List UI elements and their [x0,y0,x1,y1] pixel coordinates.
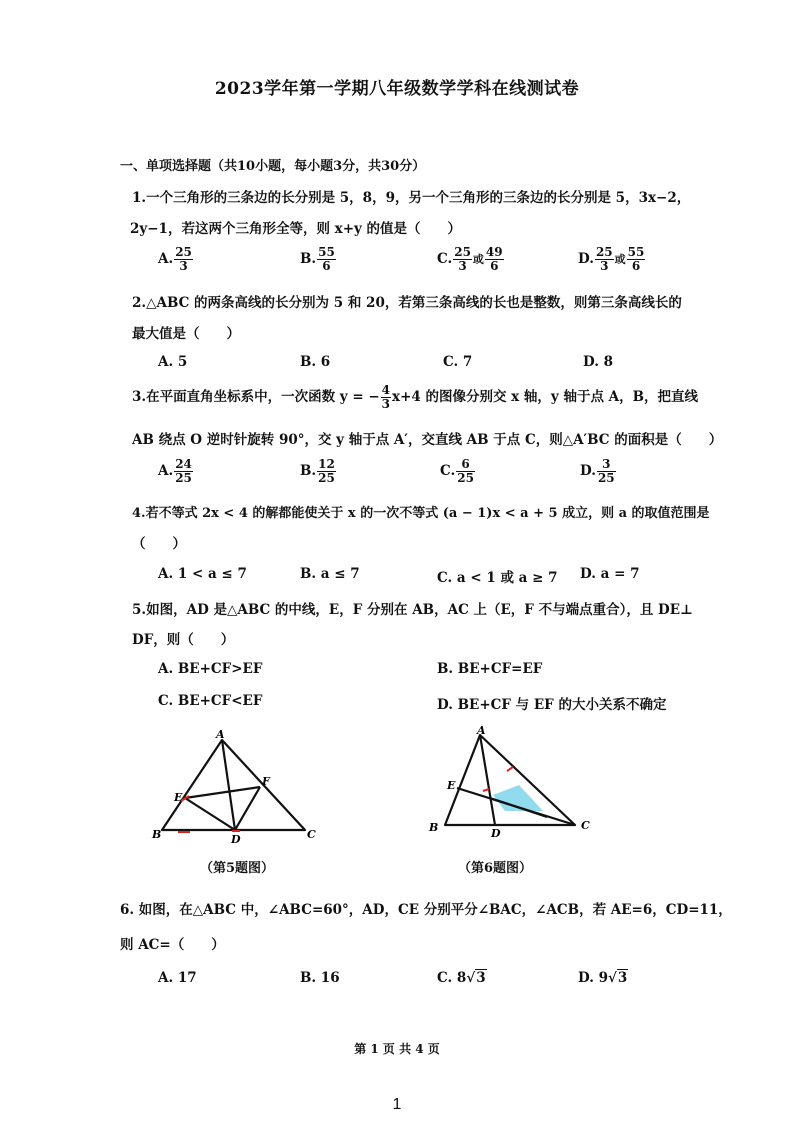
fig6-label-b: B [429,821,439,834]
fig5-label-a: A [216,730,225,741]
fig5-segment-df [235,787,260,830]
fig6-label-e: E [447,779,456,792]
q6-option-a: A. 17 [158,970,197,986]
q4-option-d: D. a = 7 [580,566,640,582]
q2-option-a: A. 5 [158,354,188,370]
page-title: 2023学年第一学期八年级数学学科在线测试卷 [214,79,580,99]
q6-option-d: D. 9√3 [578,970,628,986]
q1-stem-line1: 1.一个三角形的三条边的长分别是 5，8，9，另一个三角形的三条边的长分别是 5，3x−2， [132,190,691,206]
page-footer: 第 1 页 共 4 页 [354,1042,440,1056]
q2-stem-line2: 最大值是（ ） [132,326,240,342]
fig6-label-d: D [491,827,501,840]
q5-option-c: C. BE+CF<EF [158,693,263,709]
section-heading: 一、单项选择题（共10小题，每小题3分，共30分） [120,159,426,174]
q6-option-b: B. 16 [300,970,340,986]
q4-option-b: B. a ≤ 7 [300,566,360,582]
q6-stem-line1: 6. 如图，在△ABC 中，∠ABC=60°，AD，CE 分别平分∠BAC，∠ACB，若 AE=6，CD=11， [120,902,732,918]
figure-5-caption: （第5题图） [200,861,275,876]
fig5-label-b: B [152,828,162,841]
fig5-label-d: D [231,833,241,845]
fig6-triangle-abc [445,735,575,825]
q4-stem-line2: （ ） [132,536,186,552]
q3-stem-line2: AB 绕点 O 逆时针旋转 90°，交 y 轴于点 A′，交直线 AB 于点 C，则△A′BC 的面积是（ ） [132,432,723,448]
fig5-label-c: C [307,828,316,841]
q4-stem-line1: 4.若不等式 2x < 4 的解都能使关于 x 的一次不等式 (a − 1)x < a + 5 成立，则 a 的取值范围是 [132,506,710,521]
fig5-label-e: E [174,791,183,804]
q2-option-c: C. 7 [443,354,473,370]
figure-5-diagram [150,730,320,845]
q4-option-a: A. 1 < a ≤ 7 [158,566,247,582]
q1-stem-line2: 2y−1，若这两个三角形全等，则 x+y 的值是（ ） [130,221,462,237]
fig5-label-f: F [262,775,270,788]
q6-stem-line2: 则 AC=（ ） [120,937,225,953]
q5-option-a: A. BE+CF>EF [158,661,263,677]
figure-6-diagram [425,725,600,840]
q5-stem-line1: 5.如图，AD 是△ABC 的中线，E，F 分别在 AB，AC 上（E，F 不与端点重合），且 DE⊥ [132,602,693,618]
figure-6-caption: （第6题图） [458,861,533,876]
q4-option-c: C. a < 1 或 a ≥ 7 [437,570,558,586]
q2-option-b: B. 6 [300,354,331,370]
q2-stem-line1: 2.△ABC 的两条高线的长分别为 5 和 20，若第三条高线的长也是整数，则第三条高线长的 [132,295,682,311]
q1-option-b: B. $\frac{55}{6}$ [300,245,335,273]
q1-option-a: A. $\frac{25}{3}$ [158,245,192,273]
q3-option-b: B. $\frac{12}{25}$ [300,457,335,485]
q3-option-a: A. $\frac{24}{25}$ [158,457,192,485]
q1-option-d: D. $\frac{25}{3}$ 或 $\frac{55}{6}$ [578,245,645,273]
q3-option-d: D. $\frac{3}{25}$ [580,457,615,485]
fig6-label-c: C [581,819,590,832]
fig5-segment-ef [185,787,260,798]
q3-option-c: C. $\frac{6}{25}$ [440,457,474,485]
q6-option-c: C. 8√3 [437,970,486,986]
q3-stem-line1: 3.在平面直角坐标系中，一次函数 y = − $\frac{4}{3}$ x+4 的图像分别交 x 轴，y 轴于点 A，B，把直线 [132,383,699,411]
q1-option-c: C. $\frac{25}{3}$ 或 $\frac{49}{6}$ [437,245,503,273]
q2-option-d: D. 8 [583,354,614,370]
q5-stem-line2: DF，则（ ） [132,632,235,648]
page-number: 1 [392,1096,402,1113]
fig5-segment-de [185,798,235,830]
q5-option-b: B. BE+CF=EF [437,661,543,677]
q5-option-d: D. BE+CF 与 EF 的大小关系不确定 [437,697,667,713]
fig6-label-a: A [477,725,486,737]
